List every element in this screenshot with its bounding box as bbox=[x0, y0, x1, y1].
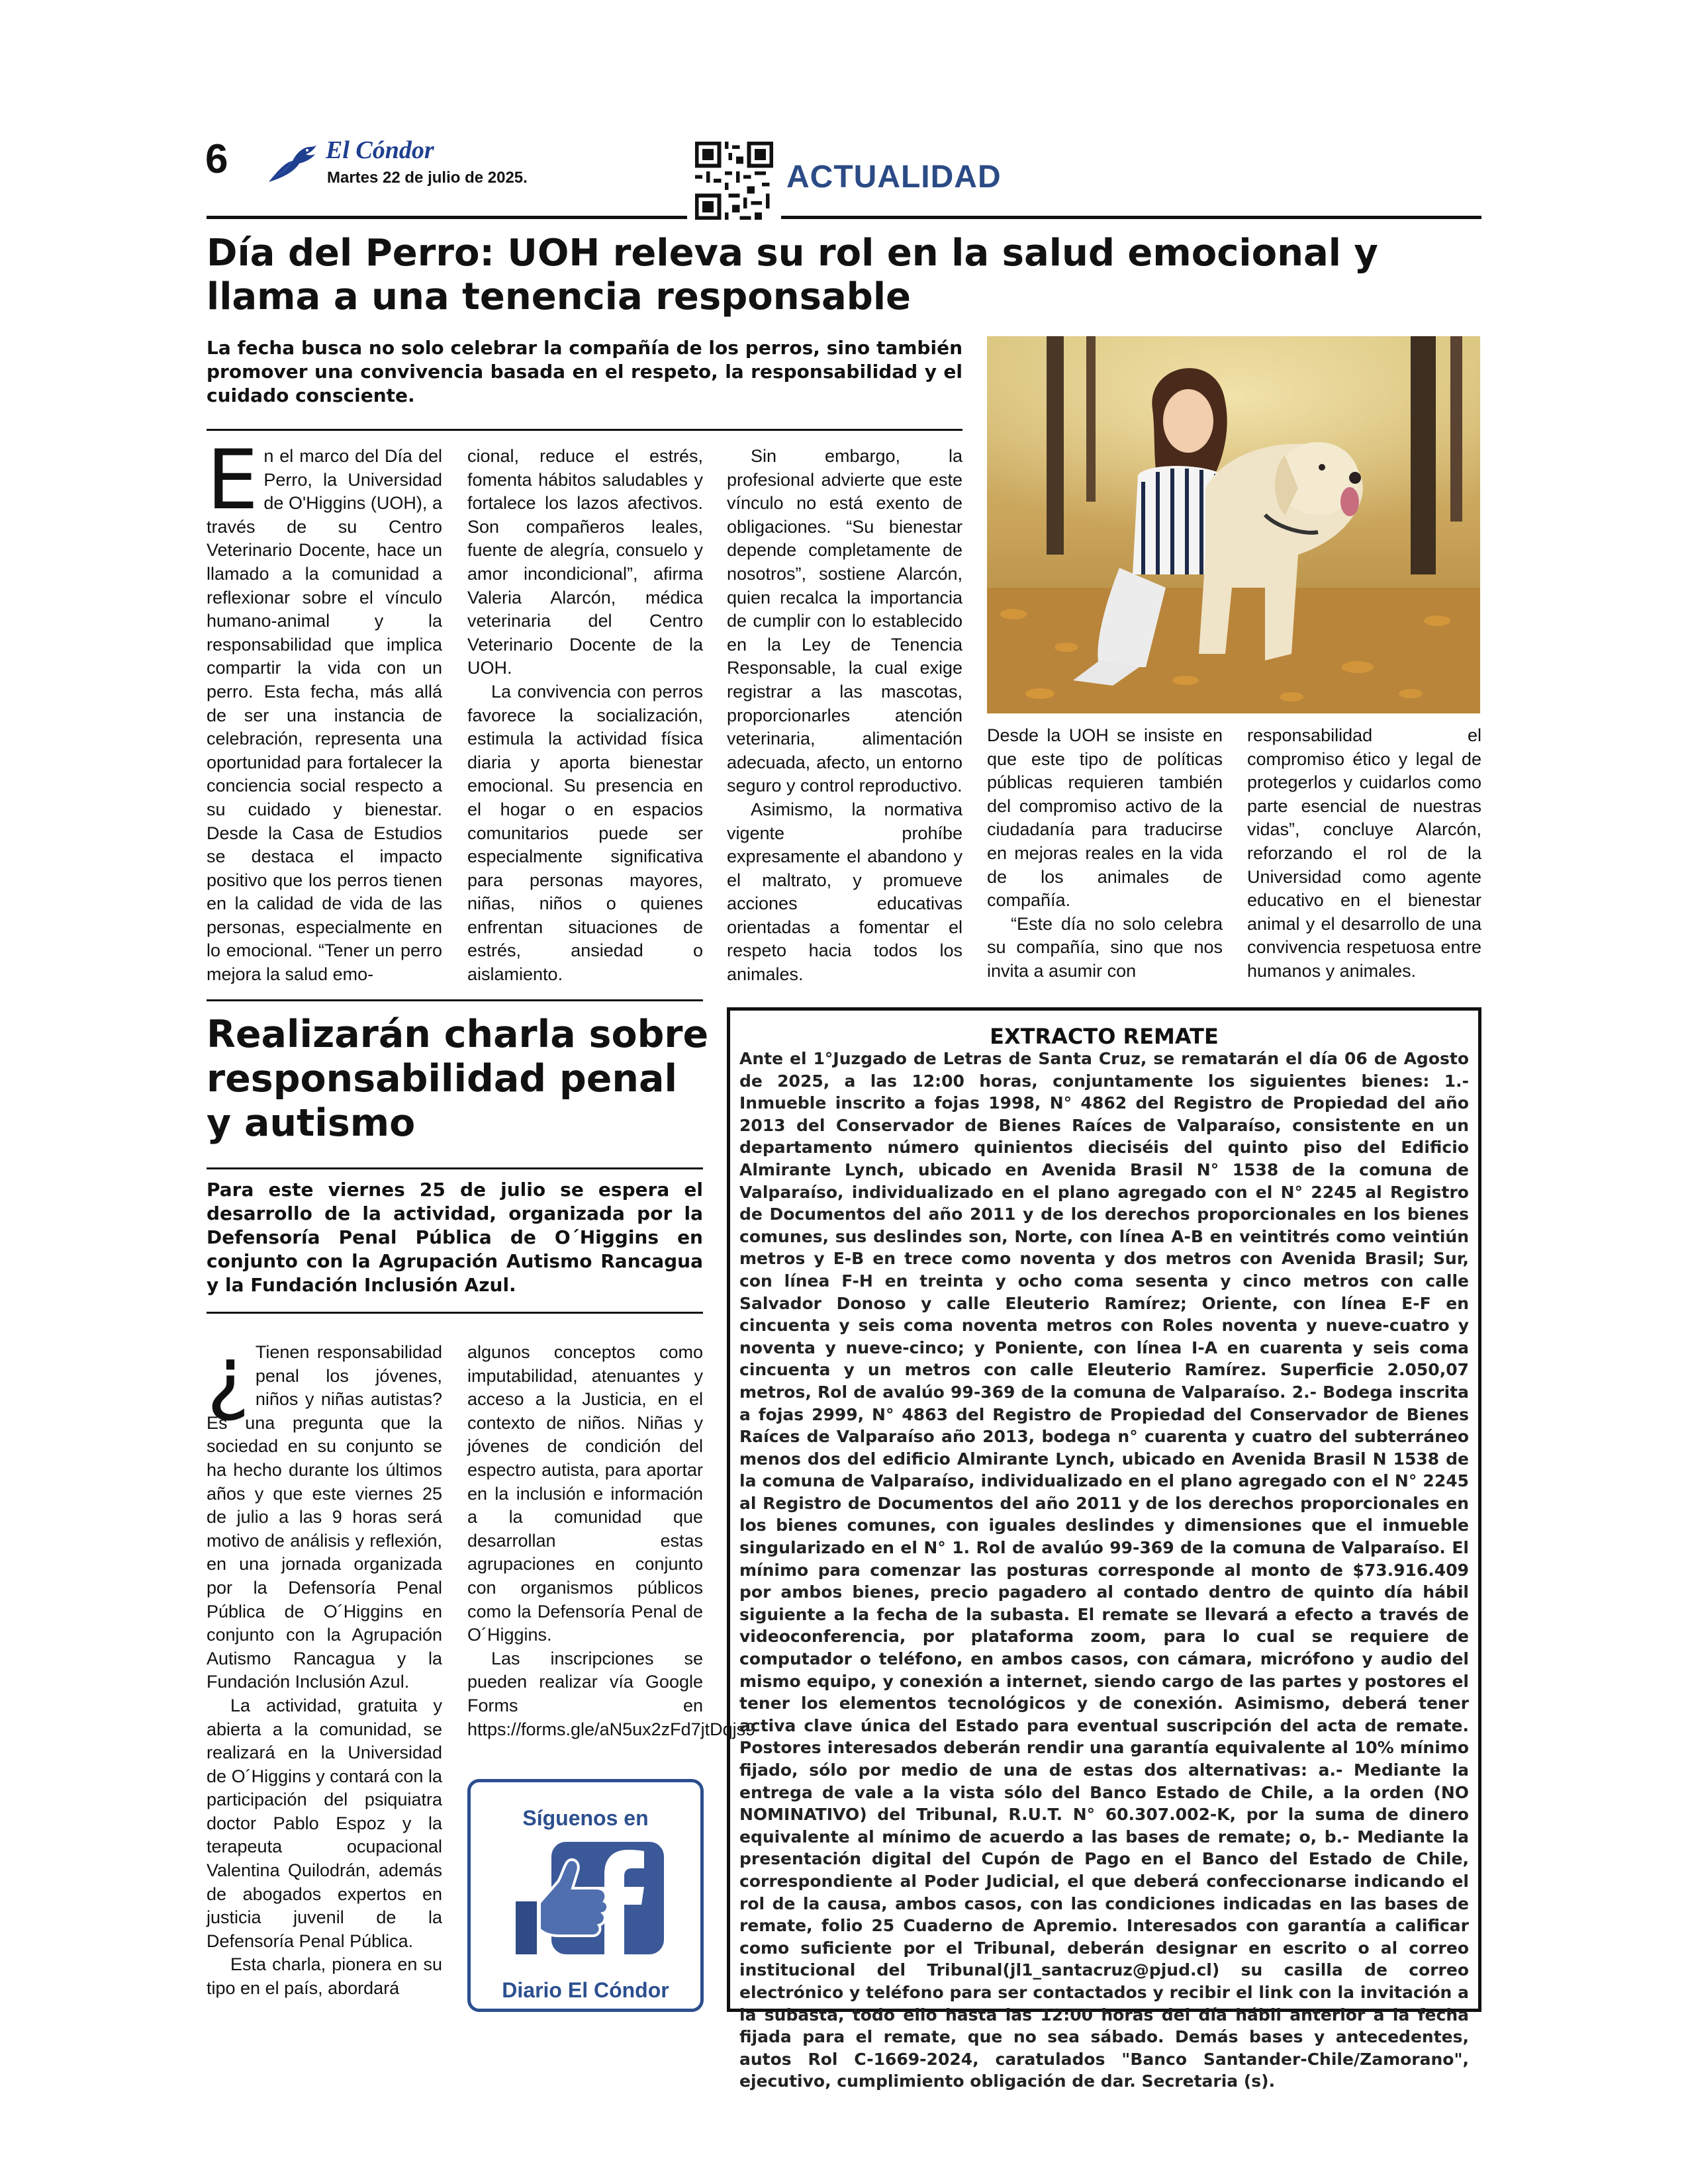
follow-us-label: Síguenos en bbox=[522, 1806, 649, 1830]
header-rule bbox=[781, 216, 1481, 219]
paragraph: cional, reduce el estrés, fomenta hábitos saludables y fortalece los lazos afectivos. Son compañeros leales, fuente de alegría, consuelo y amor incondicional”, afirma Valeria Alarcón, médica veterinaria del Centro Veterinario Docente de la UOH. bbox=[467, 446, 703, 678]
article-column bbox=[727, 445, 962, 987]
legal-notice-box bbox=[727, 1007, 1481, 2091]
legal-notice-body: Ante el 1°Juzgado de Letras de Santa Cruz, se rematarán el día 06 de Agosto de 2025, a las 12:00 horas, conjuntamente los siguientes bienes: 1.- Inmueble inscrito a fojas 1998, N° 4862 del Registro de Propiedad del año 2013 del Conservador de Bienes Raíces de Valparaíso, consistente en un departamento número quinientos dieciséis del quinto piso del Edificio Almirante Lynch, ubicado en Avenida Brasil N° 1538 de la comuna de Valparaíso, individualizado en el plano agregado con el N° 2245 al Registro de Documentos del año 2011 y de los derechos proporcionales en los bienes comunes, sus deslindes son, Norte, con línea A-B en veintitrés como veintiún metros y E-B en trece como noventa y dos metros con Avenida Brasil; Sur, con línea F-H en treinta y ocho coma sesenta y cinco metros con calle Salvador Donoso y calle Eleuterio Ramírez; Oriente, con línea E-F en cincuenta y seis coma noventa metros con Roles noventa y nueve-cuatro y noventa y nueve-cinco; y Poniente, con línea I-A en cuarenta y seis coma cincuenta y un metros con calle Eleuterio Ramírez. Superficie 2.050,07 metros, Rol de avalúo 99-369 de la comuna de Valparaíso. 2.- Bodega inscrita a fojas 2999, N° 4863 del Registro de Propiedad del Conservador de Bienes Raíces de Valparaíso año 2013, bodega n° cuarenta y cuatro del subterráneo menos dos del edificio Almirante Lynch, ubicado en Avenida Brasil N 1538 de la comuna de Valparaíso, individualizado en el plano agregado con el N° 2245 al Registro de Documentos del año 2011 y de los derechos proporcionales en los bienes comunes, con iguales deslindes y dimensiones que el inmueble singularizado en el N° 1. Rol de avalúo 99-369 de la comuna de Valparaíso. El mínimo para comenzar las posturas corresponde al monto de $73.916.409 por ambos bienes, precio pagadero al contado dentro de quinto día hábil siguiente a la fecha de la subasta. El remate se llevará a efecto a través de videoconferencia, por plataforma zoom, para lo cual se requiere de computador o teléfono, en ambos casos, con cámara, micrófono y audio del mismo equipo, y conexión a internet, siendo cargo de las partes y postores el tener los elementos tecnológicos y de conexión. Asimismo, deberá tener activa clave única del Estado para eventual suscripción del acta de remate. Postores interesados deberán rendir una garantía equivalente al 10% mínimo fijado, sólo por medio de una de estas dos alternativas: a.- Mediante la entrega de vale a la vista sólo del Banco Estado de Chile, a la orden (NO NOMINATIVO) del Tribunal, R.U.T. N° 60.307.002-K, por la suma de dinero equivalente al mínimo de acuerdo a las bases de remate; o, b.- Mediante la presentación digital del Cupón de Pago en el Banco del Estado de Chile, correspondiente al Poder Judicial, el que deberá confeccionarse indicando el rol de la causa, ambos casos, con las condiciones indicadas en las bases de remate, folio 25 Cuaderno de Apremio. Interesados con garantía a calificar como suficiente por el Tribunal, deberán designar en escrito o al correo institucional del Tribunal(jl1_santacruz@pjud.cl) su casilla de correo electrónico y teléfono para ser contactados y recibir el link con la invitación a la subasta, todo ello hasta las 12:00 horas del día hábil anterior a la fecha fijada para el remate, que no sea sábado. Demás bases y antecedentes, autos Rol C-1669-2024, caratulados "Banco Santander-Chile/Zamorano", ejecutivo, cumplimiento obligación de dar. Secretaria (s). bbox=[739, 1049, 1469, 2091]
condor-logo-icon bbox=[266, 136, 320, 190]
woman-with-dog-photo bbox=[987, 336, 1480, 713]
paragraph: Las inscripciones se pueden realizar vía Google Forms en https://forms.gle/aN5ux2zFd7jtDqjs9 bbox=[467, 1648, 756, 1739]
page-name-label: Diario El Cóndor bbox=[502, 1978, 669, 2002]
paragraph: Sin embargo, la profesional advierte que este vínculo no está exento de obligaciones. “Su bienestar depende completamente de nosotros”, sostiene Alarcón, quien recalca la importancia de cumplir con lo establecido en la Ley de Tenencia Responsable, la cual exige registrar a las mascotas, proporcionarles atención veterinaria, alimentación adecuada, afecto, un entorno seguro y control reproductivo. bbox=[727, 446, 962, 796]
article-column bbox=[207, 433, 442, 987]
drop-cap: E bbox=[207, 433, 259, 528]
article-column bbox=[1247, 724, 1481, 983]
paragraph: Desde la UOH se insiste en que este tipo de políticas públicas requieren también del compromiso activo de la ciudadanía para traducirse en mejoras reales en la vida de los animales de compañía. bbox=[987, 725, 1223, 911]
paragraph: n el marco del Día del Perro, la Universidad de O'Higgins (UOH), a través de su Centro Veterinario Docente, hace un llamado a la comunidad a reflexionar sobre el vínculo humano-animal y la responsabilidad que implica compartir la vida con un perro. Esta fecha, más allá de ser una instancia de celebración, representa una oportunidad para fortalecer la conciencia social respecto a su cuidado y bienestar. Desde la Casa de Estudios se destaca el impacto positivo que los perros tienen en la calidad de vida de las personas, especialmente en lo emocional. “Tener un perro mejora la salud emo- bbox=[207, 446, 442, 985]
header-rule bbox=[207, 216, 687, 219]
article-lede: Para este viernes 25 de julio se espera el desarrollo de la actividad, organizada por la Defensoría Penal Pública de O´Higgins en conjunto con la Agrupación Autismo Rancagua y la Fundación Inclusión Azul. bbox=[207, 1179, 703, 1296]
article-column bbox=[467, 445, 703, 987]
article-column bbox=[987, 724, 1223, 983]
qr-code-icon bbox=[695, 142, 773, 220]
paragraph: La convivencia con perros favorece la socialización, estimula la actividad física diaria y aporta bienestar emocional. Su presencia en el hogar o en espacios comunitarios puede ser especialmente significativa para personas mayores, niñas, niños o quienes enfrentan situaciones de estrés, ansiedad o aislamiento. bbox=[467, 681, 703, 985]
paragraph: responsabilidad el compromiso ético y legal de protegerlos y cuidarlos como parte esencial de nuestras vidas”, concluye Alarcón, reforzando el rol de la Universidad como agente educativo en el bienestar animal y el desarrollo de una convivencia respetuosa entre humanos y animales. bbox=[1247, 725, 1481, 981]
facebook-promo-box[interactable] bbox=[467, 1779, 704, 2012]
article-column bbox=[467, 1341, 756, 1741]
facebook-like-icon bbox=[512, 1842, 664, 1961]
paragraph: algunos conceptos como imputabilidad, atenuantes y acceso a la Justicia, en el contexto de niños. Niñas y jóvenes de condición del espectro autista, para aportar en la inclusión e información a la comunidad que desarrollan estas agrupaciones en conjunto con organismos públicos como la Defensoría Penal de O´Higgins. bbox=[467, 1342, 703, 1645]
issue-date: Martes 22 de julio de 2025. bbox=[327, 169, 528, 187]
paragraph: Tienen responsabilidad penal los jóvenes, niños y niñas autistas? Es una pregunta que la sociedad en su conjunto se ha hecho durante los últimos años y que este viernes 25 de julio a las 9 horas será motivo de análisis y reflexión, en una jornada organizada por la Defensoría Penal Pública de O´Higgins en conjunto con la Agrupación Autismo Rancagua y la Fundación Inclusión Azul. bbox=[207, 1342, 442, 1692]
paragraph: La actividad, gratuita y abierta a la comunidad, se realizará en la Universidad de O´Higgins y contará con la participación del psiquiatra doctor Pablo Espoz y la terapeuta ocupacional Valentina Quilodrán, además de abogados expertos en justicia juvenil de la Defensoría Penal Pública. bbox=[207, 1695, 442, 1951]
article-title: Día del Perro: UOH releva su rol en la salud emocional y llama a una tenencia responsable bbox=[207, 232, 1378, 318]
paragraph: Asimismo, la normativa vigente prohíbe expresamente el abandono y el maltrato, y promueve acciones educativas orientadas a fomentar el respeto hacia todos los animales. bbox=[727, 799, 962, 985]
section-title: ACTUALIDAD bbox=[786, 159, 1002, 195]
brand-name: El Cóndor bbox=[326, 136, 434, 164]
lede-rule bbox=[207, 1167, 703, 1169]
lede-rule bbox=[207, 429, 962, 431]
drop-cap: ¿ bbox=[207, 1329, 250, 1424]
article-column bbox=[207, 1329, 442, 2001]
paragraph: “Este día no solo celebra su compañía, sino que nos invita a asumir con bbox=[987, 913, 1223, 981]
legal-notice-title: EXTRACTO REMATE bbox=[990, 1024, 1219, 1049]
article-title: Realizarán charla sobre responsabilidad penal y autismo bbox=[207, 1013, 709, 1145]
article-separator bbox=[207, 999, 703, 1001]
page-number: 6 bbox=[205, 136, 228, 182]
lede-rule bbox=[207, 1312, 703, 1314]
article-lede: La fecha busca no solo celebrar la compañía de los perros, sino también promover una convivencia basada en el respeto, la responsabilidad y el cuidado consciente. bbox=[207, 337, 962, 406]
paragraph: Esta charla, pionera en su tipo en el país, abordará bbox=[207, 1954, 442, 1999]
